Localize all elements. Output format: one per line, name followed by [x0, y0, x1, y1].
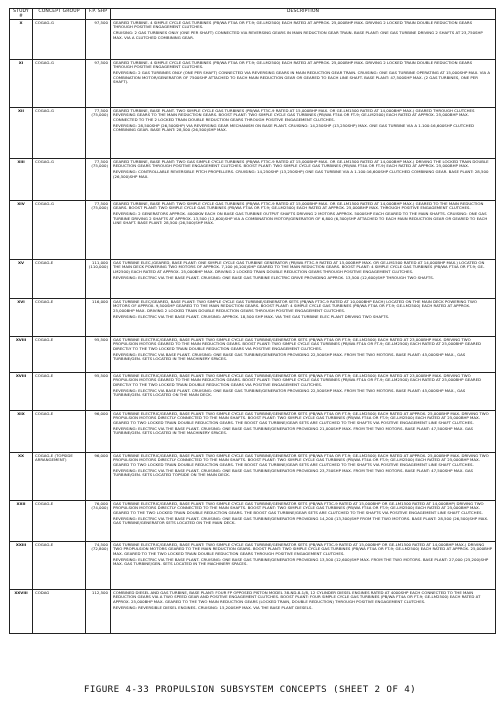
study-number: XX: [10, 453, 33, 501]
study-number: XI: [10, 60, 33, 108]
table-row: [10, 337, 496, 373]
description-paragraph: GAS TURBINE ELECTRIC/GEARED, BASE PLANT: TWO SIMPLE CYCLE GAS TURBINE/GENERATOR SETS (PB/WA FT3C-9 RATED AT 15,000BHP OR GE-LM1500 RATED AT 14,000BHP MAX.) DRIVING TWO PROPULSION MOTORS GEARED TO THE MAIN REDUCTION GEARS. BOOST PLANT: TWO SIMPLE CYCLE GAS TURBINES (PB/WA FT4A OR FT-9; GE-LM2500) EACH RATED AT APPROX. 25,000BHP MAX. GEARED TO THE TWO LOCKED TRAIN DOUBLE REDUCTION GEARS THROUGH POSITIVE ENGAGEMENT CLUTCHES.: [113, 542, 493, 556]
description-cell: [111, 60, 496, 108]
description-paragraph: REVERSING: ELECTRIC VIA BASE PLANT. CRUISING: ONE BASE GAS TURBINE/GENERATOR PROVIDING 22,500SHP MAX. FROM THE TWO MOTORS. BASE PLANT: 45,000SHP MAX., GAS TURBINE/GEN. SETS LOCATED IN THE MACHINERY SPACES.: [113, 351, 466, 362]
description-paragraph: REVERSING: REVERSIBLE DIESEL ENGINES. CRUISING: 15,200SHP MAX. VIA THE BASE PLANT DIESELS.: [113, 604, 313, 610]
description-paragraph: REVERSING: 2 GENERATORS APPROX. 4000KW EACH ON BASE GAS TURBINE OUTPUT SHAFTS DRIVING 2 MOTORS APPROX. 5000SHP EACH GEARED TO THE MAIN SHAFTS. CRUISING: ONE GAS TURBINE DRIVING 2 SHAFTS AT APPROX. 13,500 (12,600)SHP VIA A COMBINATION MOTOR/GENERATOR OF 6,800 (6,300)SHP ATTACHED TO EACH MAIN REDUCTION GEAR OR GEARED TO EACH LINE SHAFT. BASE PLANT: 28,500 (26,500)SHP MAX.: [113, 211, 488, 226]
description-cell: [111, 159, 496, 201]
table-row: [10, 590, 496, 634]
table-row: [10, 453, 496, 501]
concept-group: COGAG-E: [33, 337, 86, 373]
fp-shp: 112,500: [86, 590, 111, 634]
study-number: XVI: [10, 299, 33, 337]
fp-shp: 96,000: [86, 453, 111, 501]
study-number: XXII: [10, 501, 33, 542]
description-paragraph: GAS TURBINE ELECTRIC/GEARED, BASE PLANT: TWO SIMPLE CYCLE GAS TURBINE/GENERATOR SETS (PB/WA FT4A OR FT-9; GE-LM2500) EACH RATED AT 23,000BHP MAX. DRIVING TWO PROPULSION MOTORS GEARED TO THE MAIN REDUCTION GEARS. BOOST PLANT: TWO SIMPLE CYCLE GAS TURBINES (PB/WA FT4A OR FT-9; GE-LM2500) EACH RATED AT 25,000BHP GEARED DIRECTLY TO THE TWO LOCKED TRAIN DOUBLE REDUCTION GEARS VIA POSITIVE ENGAGEMENT CLUTCHES.: [113, 337, 482, 351]
description-paragraph: GAS TURBINE ELECTRIC/GEARED, BASE PLANT: TWO SIMPLE CYCLE GAS TURBINE/GENERATOR SETS (PB/WA FT4A OR FT-9; GE-LM2500) EACH RATED AT APPROX. 25,000BHP MAX. DRIVING TWO PROPULSION MOTORS DIRECTLY CONNECTED TO THE MAIN SHAFTS. BOOST PLANT: TWO SIMPLE CYCLE GAS TURBINES (PB/WA FT4A OR FT-9; GE-LM2500) EACH RATED AT 25,000BHP MAX. GEARED TO TWO LOCKED TRAIN DOUBLE REDUCTION GEARS. THE BOOST GAS TURBINE/GEAR SETS ARE CLUTCHED TO THE SHAFTS VIA POSITIVE ENGAGEMENT LINE SHAFT CLUTCHES.: [113, 411, 489, 425]
description-paragraph: REVERSING: ELECTRIC VIA THE BASE PLANT. CRUISING: ONE BASE GAS TURBINE/GENERATOR PROVIDING 21,000SHP MAX. FROM THE TWO MOTORS. BASE PLANT: 47,500SHP MAX. GAS TURBINE/GEN. SETS LOCATED IN THE MACHINERY SPACES.: [113, 425, 474, 436]
concept-group: CODAG: [33, 590, 86, 634]
description-paragraph: GAS TURBINE ELEC./GEARED, BASE PLANT: ONE SIMPLE CYCLE GAS TURBINE GENERATOR (PB/WA FT3C-9 RATED AT 15,000BHP MAX. OR GE-LM1500 RATED AT 14,000BHP MAX.) LOCATED ON THE MAIN DECK POWERING TWO MOTORS OF APPROX. 7,100 (6,100)SHP GEARED TO THE MAIN REDUCTION GEARS. BOOST PLANT: 4 SIMPLE CYCLE GAS TURBINES (PB/WA FT4A OR FT-9; GE-LM2500) EACH RATED AT APPROX. 25,000BHP MAX. DRIVING 2 LOCKED TRAIN DOUBLE REDUCTION GEARS THROUGH POSITIVE ENGAGEMENT CLUTCHES.: [113, 260, 485, 274]
description-paragraph: GEARED TURBINE. 4 SIMPLE CYCLE GAS TURBINES (PB/WA FT4A OR FT-9; GE-LM2500) EACH RATED AT APPROX. 25,000BHP MAX. DRIVING 2 LOCKED TRAIN DOUBLE REDUCTION GEARS THROUGH POSITIVE ENGAGEMENT CLUTCHES.: [113, 20, 473, 30]
concept-group: COGAG-E: [33, 260, 86, 299]
fp-shp: 77,500 (75,000): [86, 201, 111, 260]
description-paragraph: REVERSING: ELECTRIC VIA THE BASE PLANT. CRUISING: ONE BASE GAS TURBINE/GENERATOR PROVIDING 23,750SHP MAX. FROM THE TWO MOTORS. BASE PLANT: 47,500SHP MAX. GAS TURBINE/GEN. SETS LOCATED TOPSIDE ON THE MAIN DECK.: [113, 467, 474, 478]
description-paragraph: REVERSING: 28,500SHP (26,500SHP) VIA REVERSING GEAR MECHANISM ON BASE PLANT. CRUISING: 14,250SHP (13,250SHP) MAX. ONE GAS TURBINE VIA A 1.100:16,600SHP CLUTCHED COMBINING GEAR. BASE PLANT: 28,500 (26,500)SHP MAX.: [113, 122, 475, 133]
description-paragraph: REVERSING: ELECTRIC VIA THE BASE PLANT. CRUISING: ONE BASE GAS TURBINE ELECTRIC DRIVE PROVIDING APPROX. 13,500 (12,600)SHP THROUGH TWO SHAFTS.: [113, 274, 434, 280]
header-study: STUDY #: [10, 9, 33, 20]
fp-shp: 77,500 (75,000): [86, 159, 111, 201]
study-number: XVIII: [10, 373, 33, 411]
table-row: [10, 201, 496, 260]
description-paragraph: GEARED TURBINE, BASE PLANT. TWO SIMPLE CYCLE GAS TURBINES (PB/WA FT3C-9 RATED AT 15,000BHP MAX. OR GE-LM1500 RATED AT 14,000BHP MAX.) GEARED THROUGH CLUTCHES REVERSING GEARS TO THE MAIN REDUCTION GEARS. BOOST PLANT: TWO SIMPLE CYCLE GAS TURBINES (PB/WA FT4A OR FT-9; GE-LM2500) EACH RATED AT APPROX. 25,000BHP MAX. CONNECTED TO THE 2 LOCKED TRAIN DOUBLE REDUCTION GEARS THROUGH POSITIVE ENGAGEMENT CLUTCHES.: [113, 108, 475, 122]
description-cell: [111, 542, 496, 590]
fp-shp: 77,500 (75,000): [86, 108, 111, 159]
table-row: [10, 501, 496, 542]
study-number: XIV: [10, 201, 33, 260]
fp-shp: 96,000: [86, 411, 111, 453]
propulsion-concepts-table: [9, 8, 496, 634]
concept-group: COGAG-G: [33, 108, 86, 159]
study-number: XVIII: [10, 337, 33, 373]
table-row: [10, 60, 496, 108]
fp-shp: 76,000 (74,000): [86, 501, 111, 542]
study-number: XII: [10, 108, 33, 159]
description-cell: [111, 453, 496, 501]
study-number: XXVIII: [10, 590, 33, 634]
description-paragraph: GAS TURBINE ELECTRIC/GEARED, BASE PLANT: TWO SIMPLE CYCLE GAS TURBINE/GENERATOR SETS (PB/WA FT3C-9 RATED AT 15,000BHP OR GE-LM1500 RATED AT 14,000BHP) DRIVING TWO PROPULSION MOTORS DIRECTLY CONNECTED TO THE MAIN SHAFTS. BOOST PLANT: TWO SIMPLE CYCLE GAS TURBINES (PB/WA FT4A OR FT-9; GE-LM2500) EACH RATED AT 25,000BHP MAX. GEARED TO THE TWO LOCKED TRAIN DOUBLE REDUCTION GEARS. THE BOOST GAS TURBINE/GEAR SETS ARE CLUTCHED TO THE SHAFTS VIA POSITIVE ENGAGEMENT LINE SHAFT CLUTCHES.: [113, 501, 484, 515]
fp-shp: 111,000 (110,000): [86, 260, 111, 299]
table-row: [10, 20, 496, 60]
table-body: [10, 20, 496, 634]
description-paragraph: REVERSING: ELECTRIC VIA THE BASE PLANT. CRUISING: ONE BASE GAS TURBINE/GENERATOR PROVIDING 13,500 (12,600)SHP MAX. FROM THE TWO MOTORS. BASE PLANT: 27,000 (25,200)SHP MAX. GAS TURBINE/GEN. SETS LOCATED IN THE MACHINERY SPACES.: [113, 556, 489, 567]
fp-shp: 116,000: [86, 299, 111, 337]
table-row: [10, 542, 496, 590]
description-paragraph: REVERSING: CONTROLLABLE REVERSIBLE PITCH PROPELLERS. CRUISING: 14,250SHP (13,250SHP) ONE GAS TURBINE VIA A 1.100:16,600SHP CLUTCHED COMBINING GEAR. BASE PLANT: 28,500 (26,500)SHP MAX.: [113, 169, 489, 179]
study-number: XXIII: [10, 542, 33, 590]
table-row: [10, 260, 496, 299]
description-paragraph: GAS TURBINE ELEC/GEARED, BASE PLANT: TWO SIMPLE CYCLE GAS TURBINE/GENERATOR SETS (PB/WA FT3C-9 RATED AT 10,000BHP EACH) LOCATED ON THE MAIN DECK POWERING TWO MOTORS OF APPROX. 9,500SHP GEARED TO THE MAIN REDUCTION GEARS. BOOST PLANT: 4 SIMPLE CYCLE GAS TURBINES (PB/WA FT4A OR FT-9; GE-LM2500) EACH RATED AT APPROX. 25,000BHP MAX. DRIVING 2 LOCKED TRAIN DOUBLE REDUCTION GEARS THROUGH POSITIVE ENGAGEMENT CLUTCHES.: [113, 299, 477, 313]
description-cell: [111, 337, 496, 373]
concept-group: COGAG-G: [33, 20, 86, 60]
description-paragraph: GAS TURBINE ELECTRIC/GEARED, BASE PLANT: TWO SIMPLE CYCLE GAS TURBINE/GENERATOR SETS (PB/WA FT4A OR FT-9; GE-LM2500) EACH RATED AT 23,000BHP MAX. DRIVING TWO PROPULSION MOTORS GEARED TO THE MAIN REDUCTION GEARS. BOOST PLANT: TWO SIMPLE CYCLE GAS TURBINES (PB/WA FT4A OR FT-9; GE-LM2500) EACH RATED AT 25,000BHP GEARED DIRECTLY TO THE TWO LOCKED TRAIN DOUBLE REDUCTION GEARS VIA POSITIVE ENGAGEMENT CLUTCHES.: [113, 373, 482, 387]
table-row: [10, 373, 496, 411]
description-cell: [111, 20, 496, 60]
concept-group: COGAG-G: [33, 60, 86, 108]
figure-caption: FIGURE 4-33 PROPULSION SUBSYSTEM CONCEPTS (SHEET 2 OF 4): [83, 684, 417, 695]
header-concept-group: CONCEPT GROUP: [33, 9, 86, 20]
description-cell: [111, 299, 496, 337]
table-header-row: [10, 9, 496, 20]
description-paragraph: COMBINED DIESEL AND GAS TURBINE, BASE PLANT: FOUR FP OPPOSED PISTON MODEL 38-ND-8-1/8, 12 CYLINDER DIESEL ENGINES RATED AT 4000SHP EACH CONNECTED TO THE MAIN REDUCTION GEARS VIA A TWO SPEED GEAR AND POSITIVE ENGAGEMENT CLUTCHES. BOOST PLANT: FOUR SIMPLE CYCLE GAS TURBINES (PB/WA FT4A OR FT-9; GE-LM2500) EACH RATED AT APPROX. 25,000BHP MAX. GEARED TO THE TWO MAIN REDUCTION GEARS (LOCKED TRAIN, DOUBLE REDUCTION) THROUGH POSITIVE ENGAGEMENT CLUTCHES.: [113, 590, 481, 604]
header-description: DESCRIPTION: [111, 9, 496, 20]
fp-shp: 95,500: [86, 337, 111, 373]
table-row: [10, 299, 496, 337]
fp-shp: 95,500: [86, 373, 111, 411]
concept-group: COGAG-E: [33, 299, 86, 337]
concept-group: COGAG-E: [33, 542, 86, 590]
concept-group: COGAG-E (TOPSIDE ARRANGEMENT): [33, 453, 86, 501]
description-paragraph: GEARED TURBINE, BASE PLANT: TWO SIMPLE CYCLE GAS TURBINES (PB/WA FT3C-9 RATED AT 15,000BHP MAX. OR GE-LM1500 RATED AT 14,000BHP MAX.) GEARED TO THE MAIN REDUCTION GEARS. BOOST PLANT: TWO SIMPLE CYCLE GAS TURBINES (PB/WA FT4A OR FT-9; GE-LM2500) EACH RATED AT APPROX. 25,000BHP MAX. THROUGH POSITIVE ENGAGEMENT CLUTCHES.: [113, 201, 484, 211]
description-cell: [111, 260, 496, 299]
header-fp-shp: F.P. SHP: [86, 9, 111, 20]
concept-group: COGAG-E: [33, 501, 86, 542]
concept-group: COGAG-E: [33, 373, 86, 411]
description-paragraph: GAS TURBINE ELECTRIC/GEARED, BASE PLANT: TWO SIMPLE CYCLE GAS TURBINE/GENERATOR SETS (PB/WA FT4A OR FT-9; GE-LM2500) EACH RATED AT APPROX. 25,000BHP MAX. DRIVING TWO PROPULSION MOTORS DIRECTLY CONNECTED TO THE MAIN SHAFTS. BOOST PLANT: TWO SIMPLE CYCLE GAS TURBINES (PB/WA FT4A OR FT-9; GE-LM2500) EACH RATED AT 25,000BHP MAX. GEARED TO TWO LOCKED TRAIN DOUBLE REDUCTION GEARS. THE BOOST GAS TURBINE/GEAR SETS ARE CLUTCHED TO THE SHAFTS VIA POSITIVE ENGAGEMENT LINE SHAFT CLUTCHES.: [113, 453, 489, 467]
table-row: [10, 411, 496, 453]
concept-group: COGAG-E: [33, 411, 86, 453]
description-cell: [111, 373, 496, 411]
concept-group: COGAG-G: [33, 201, 86, 260]
study-number: X: [10, 20, 33, 60]
description-paragraph: CRUISING: 2 GAS TURBINES ONLY (ONE PER SHAFT) CONNECTED VIA REVERSING GEARS IN MAIN REDUCTION GEAR TRAIN. BASE PLANT: ONE GAS TURBINE DRIVING 2 SHAFTS AT 23,750SHP MAX. VIA A CLUTCHED COMBINING GEAR.: [113, 30, 483, 40]
fp-shp: 97,500: [86, 20, 111, 60]
description-cell: [111, 590, 496, 634]
description-paragraph: REVERSING: 2 GAS TURBINES ONLY (ONE PER SHAFT) CONNECTED VIA REVERSING GEARS IN MAIN REDUCTION GEAR TRAIN. CRUISING: ONE GAS TURBINE OPERATING AT 15,000SHP MAX. VIA A COMBINATION MOTOR/GENERATOR OF 7500SHP ATTACHED TO EACH MAIN REDUCTION GEAR OR GEARED TO EACH LINE SHAFT. BASE PLANT: 47,500SHP MAX. (2 GAS TURBINES, ONE PER SHAFT).: [113, 70, 491, 85]
description-cell: [111, 108, 496, 159]
table-row: [10, 159, 496, 201]
fp-shp: 74,500 (72,800): [86, 542, 111, 590]
study-number: XIII: [10, 159, 33, 201]
description-paragraph: REVERSING: ELECTRIC VIA THE BASE PLANT. CRUISING: ONE BASE GAS TURBINE/GENERATOR PROVIDING 14,200 (13,300)SHP FROM THE TWO MOTORS. BASE PLANT: 28,500 (26,500)SHP MAX. GAS TURBINE/GENERATOR SETS LOCATED ON THE MAIN DECK.: [113, 515, 489, 526]
table-row: [10, 108, 496, 159]
fp-shp: 97,500: [86, 60, 111, 108]
description-paragraph: GEARED TURBINE. 4 SIMPLE CYCLE GAS TURBINES (PB/WA FT4A OR FT-9; GE-LM2500) EACH RATED AT APPROX. 25,000BHP MAX. DRIVING 2 LOCKED TRAIN DOUBLE REDUCTION GEARS THROUGH POSITIVE ENGAGEMENT CLUTCHES.: [113, 60, 473, 70]
study-number: XV: [10, 260, 33, 299]
description-paragraph: REVERSING: ELECTRIC VIA THE BASE PLANT. CRUISING: APPROX. 18,500 SHP MAX. VIA THE GAS TURBINE ELEC PLANT DRIVING TWO SHAFTS.: [113, 313, 390, 319]
description-paragraph: GEARED TURBINE, BASE PLANT: TWO GAS SIMPLE CYCLE TURBINES (PB/WA FT3C-9 RATED AT 15,000BHP MAX. OR GE-LM1500 RATED AT 14,000BHP MAX.) DRIVING THE LOCKED TRAIN DOUBLE REDUCTION GEARS THROUGH POSITIVE ENGAGEMENT CLUTCHES. BOOST PLANT: TWO SIMPLE CYCLE GAS TURBINES (PB/WA FT4A OR FT-9) EACH RATED AT APPROX. 25,000BHP MAX.: [113, 159, 489, 169]
study-number: XIX: [10, 411, 33, 453]
concept-group: COGAG-G: [33, 159, 86, 201]
description-paragraph: REVERSING: ELECTRIC VIA BASE PLANT. CRUISING: ONE BASE GAS TURBINE/GENERATOR PROVIDING 22,500SHP MAX. FROM THE TWO MOTORS. BASE PLANT: 45,000SHP MAX., GAS TURBINE/GEN. SETS LOCATED ON THE MAIN DECK.: [113, 387, 466, 398]
description-cell: [111, 411, 496, 453]
description-cell: [111, 501, 496, 542]
description-cell: [111, 201, 496, 260]
